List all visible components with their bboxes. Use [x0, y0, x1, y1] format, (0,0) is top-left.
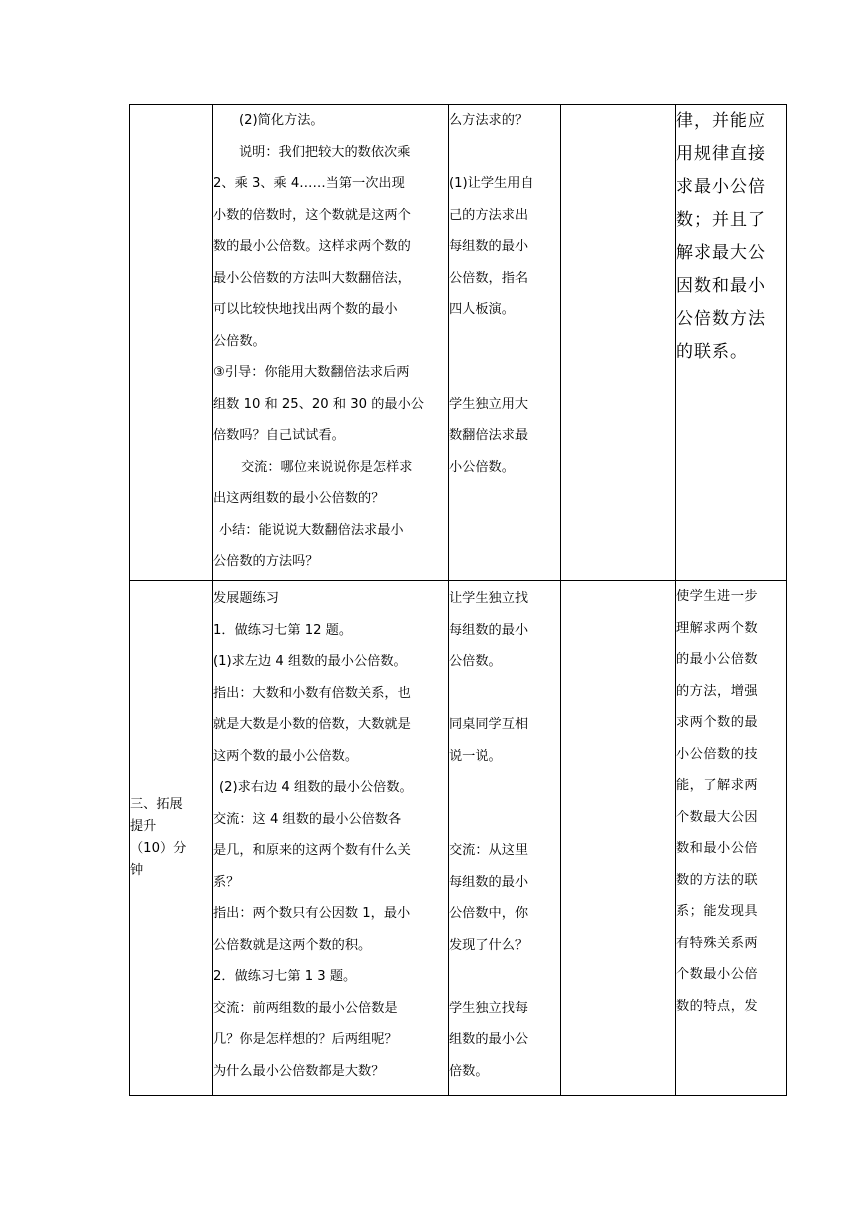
text-line: 三、拓展: [130, 797, 183, 812]
text-line: 数的最小公倍数。这样求两个数的: [213, 239, 411, 254]
text-line: 每组数的最小: [449, 622, 529, 638]
text-line: 求两个数的最: [676, 715, 759, 730]
text-line: 学生独立找每: [449, 1000, 529, 1016]
text-line: 交流：哪位来说说你是怎样求: [241, 459, 413, 475]
text-line: 每组数的最小: [449, 874, 529, 890]
text-line: 为什么最小公倍数都是大数？: [213, 1063, 385, 1079]
text-line: 系？: [213, 874, 240, 890]
text-line: 发展题练习: [213, 591, 279, 606]
text-line: 指出：两个数只有公因数 1，最小: [213, 906, 411, 921]
text-line: 的方法，增强: [676, 683, 759, 699]
student-activity-cell-2: [449, 581, 561, 1096]
text-line: 组数 10 和 25、20 和 30 的最小公: [213, 396, 424, 412]
text-line: 几？你是怎样想的？后两组呢？: [213, 1032, 398, 1047]
text-line: 发现了什么？: [449, 937, 529, 953]
text-line: 每组数的最小: [449, 239, 529, 254]
text-line: 2、乘 3、乘 4……当第一次出现: [213, 176, 405, 191]
empty-cell-1: [561, 105, 676, 581]
lesson-plan-table: [129, 104, 787, 1096]
text-line: 公倍数，指名: [449, 270, 529, 286]
table-row-1: [130, 105, 787, 581]
text-line: 倍数。: [449, 1063, 489, 1079]
text-line: 小公倍数的技: [676, 746, 759, 762]
text-line: 交流：前两组数的最小公倍数是: [213, 1000, 398, 1016]
text-line: 小数的倍数时，这个数就是这两个: [213, 207, 411, 223]
text-line: 个数最小公倍: [676, 967, 759, 982]
text-line: 组数的最小公: [449, 1032, 529, 1047]
teacher-activity-cell-2: [213, 581, 449, 1096]
text-line: 小公倍数。: [449, 459, 515, 475]
text-line: 四人板演。: [449, 302, 515, 317]
text-line: 有特殊关系两: [676, 935, 759, 951]
text-line: 因数和最小: [676, 276, 766, 296]
text-line: 数和最小公倍: [676, 841, 759, 856]
stage-cell-1: [130, 105, 213, 581]
text-line: 数；并且了: [676, 210, 766, 230]
text-line: 这两个数的最小公倍数。: [213, 748, 359, 764]
text-line: 同桌同学互相: [449, 717, 529, 732]
text-line: 理解求两个数: [676, 620, 759, 636]
text-line: (1)求左边 4 组数的最小公倍数。: [213, 654, 407, 669]
text-line: 可以比较快地找出两个数的最小: [213, 302, 398, 317]
text-line: 己的方法求出: [449, 207, 529, 223]
text-line: 么方法求的？: [449, 113, 529, 128]
text-line: 说一说。: [449, 748, 502, 764]
text-line: 公倍数。: [213, 333, 266, 349]
text-line: 能，了解求两: [676, 778, 759, 793]
text-line: 求最小公倍: [676, 177, 766, 197]
text-line: 说明：我们把较大的数依次乘: [239, 144, 411, 160]
text-line: 用规律直接: [676, 144, 766, 164]
text-line: 学生独立用大: [449, 396, 529, 412]
empty-cell-2: [561, 581, 676, 1096]
stage-cell-2: [130, 581, 213, 1096]
text-line: 公倍数中，你: [449, 906, 529, 921]
text-line: （10）分: [130, 841, 187, 856]
design-intent-cell-1: [676, 105, 787, 581]
text-line: 最小公倍数的方法叫大数翻倍法，: [213, 270, 411, 286]
text-line: 数的特点，发: [676, 998, 759, 1014]
text-line: 就是大数是小数的倍数，大数就是: [213, 717, 411, 732]
student-activity-cell-1: [449, 105, 561, 581]
text-line: 交流：这 4 组数的最小公倍数各: [213, 811, 402, 827]
text-line: 交流：从这里: [449, 843, 529, 858]
text-line: 指出：大数和小数有倍数关系，也: [213, 685, 411, 701]
text-line: 数的方法的联: [676, 872, 759, 888]
text-line: 钟: [130, 863, 144, 878]
text-line: (2)求右边 4 组数的最小公倍数。: [219, 780, 413, 795]
text-line: 是几，和原来的这两个数有什么关: [213, 843, 411, 858]
text-line: 解求最大公: [676, 243, 766, 263]
text-line: 系；能发现具: [676, 904, 759, 919]
text-line: 2．做练习七第 1 3 题。: [213, 969, 357, 984]
text-line: 公倍数。: [449, 654, 502, 669]
text-line: (1)让学生用自: [449, 176, 534, 191]
text-line: 公倍数就是这两个数的积。: [213, 937, 372, 953]
text-line: ③引导：你能用大数翻倍法求后两: [213, 365, 410, 380]
text-line: 让学生独立找: [449, 591, 529, 606]
teacher-activity-cell-1: [213, 105, 449, 581]
text-line: 律，并能应: [676, 111, 766, 131]
text-line: 数翻倍法求最: [449, 428, 529, 443]
text-line: 出这两组数的最小公倍数的？: [213, 491, 385, 506]
text-line: 1．做练习七第 12 题。: [213, 622, 353, 638]
text-line: (2)简化方法。: [239, 113, 324, 128]
text-line: 提升: [130, 819, 157, 834]
text-line: 小结：能说说大数翻倍法求最小: [219, 522, 404, 538]
text-line: 的联系。: [676, 342, 748, 362]
text-line: 的最小公倍数: [676, 652, 759, 667]
design-intent-cell-2: [676, 581, 787, 1096]
text-line: 公倍数方法: [676, 309, 766, 329]
text-line: 公倍数的方法吗？: [213, 554, 319, 569]
text-line: 倍数吗？自己试试看。: [213, 428, 345, 443]
text-line: 使学生进一步: [676, 589, 759, 604]
table-row-2: [130, 581, 787, 1096]
text-line: 个数最大公因: [676, 809, 759, 825]
